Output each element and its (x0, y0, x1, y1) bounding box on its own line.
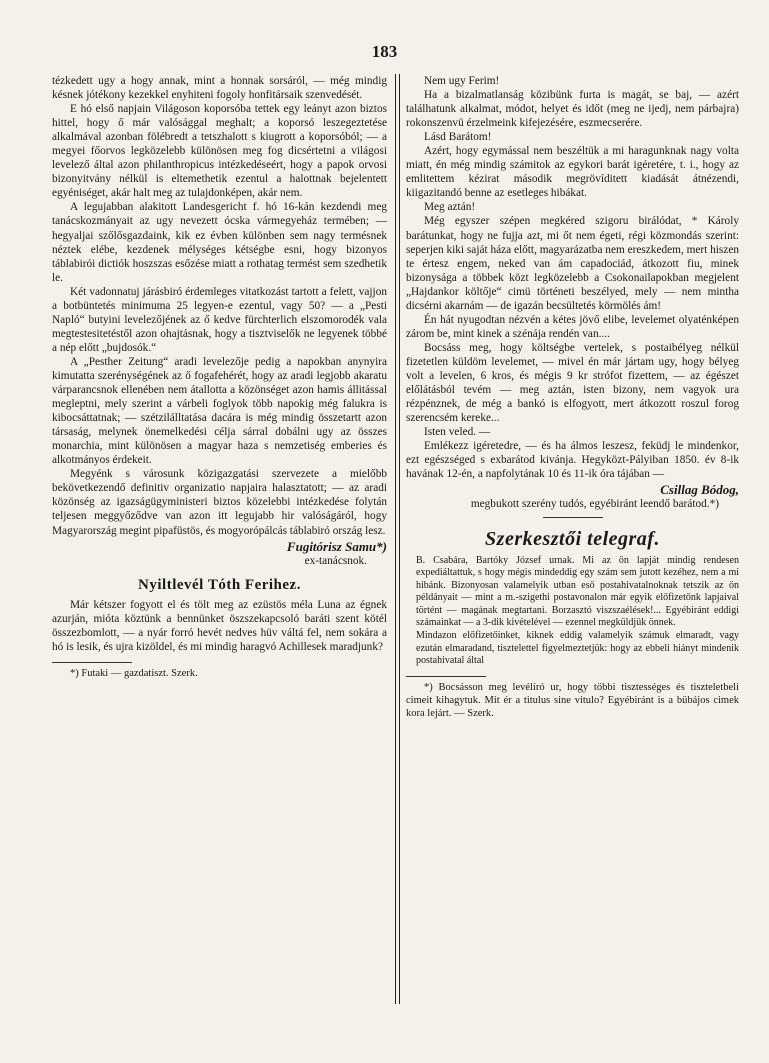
footnote: *) Futaki — gazdatiszt. Szerk. (70, 667, 198, 679)
paragraph: Bocsáss meg, hogy költségbe vertelek, s postaibélyeg nélkül fizetetlen küldöm levelemet, — mivel én már jártam ugy, hogy bélyeg volt a levelen, 6 kros, és mégis 9 kr strófot fizettem, — az égészet előlátásból tevém — meg aztán, isten bizony, nem vagyok ura rézpénznek, de még a bankó is elfogyott, mert átkozott roszul forog szerencsém kereke... (406, 341, 739, 425)
paragraph: Még egyszer szépen megkéred szigoru birálódat, * Károly barátunkat, hogy ne fujja azt, mi őt nem égeti, régi közmondás szerint: seperjen kiki saját háza előtt, magyarázatba nem ereszkedem, mert hiszen te értesz engem, neked van ám capadociád, átkozott fiu, minek bizonysága a többek közt legközelebb a Csokonailapokban megjelent „Hajdankor költője“ cimü történeti beszélyed, mely — nem mintha dicsérni akarnám — de igazán becsültetés körmölés ám! (406, 215, 739, 312)
section-rule (543, 517, 603, 518)
paragraph: Ha a bizalmatlanság közibünk furta is magát, se baj, — azért találhatunk alkalmat, módot, helyet és időt (meg ne ijedj, nem párbajra) rokonszenvü érzelmeink kifejezésére, eszmecserére. (406, 89, 739, 130)
paragraph: Azért, hogy egymással nem beszéltük a mi haragunknak nagy volta miatt, én még mindig számitok az egykori barát igéretére, t. i., hogy az emlitettem kézirat második megrövíditett kiadását átnézendi, kiigazitandó benne az esetleges hibákat. (406, 145, 739, 200)
paragraph: Én hát nyugodtan nézvén a kétes jövő elibe, levelemet olyaténképen zárom be, mint kinek a szénája rendén van.... (406, 313, 739, 340)
page-number: 183 (371, 42, 398, 61)
paragraph: A legujabban alakitott Landesgericht f. hó 16-kán kezdendi meg tanácskozmányait az ugy nevezett ócska vármegyeház termében; — hegyaljai szőlősgazdaink, kik ez évben különben sem nagy termésnek néztek elébe, kezdenek mélységes kétségbe esni, hogy bizonyos táblabirói dictiók hoszszas esőzése miatt a rothatag termést sem szedhetik le. (52, 201, 387, 284)
paragraph: Nem ugy Ferim! (424, 75, 500, 87)
telegraph-item: Mindazon előfizetőinket, kiknek eddig valamelyik számuk elmaradt, vagy ezután elmaradand, tisztelettel figyelmeztetjük: hogy az ebbeli hiányt mindenik postahivatal által (416, 630, 739, 667)
signature-title: megbukott szerény tudós, egyébiránt leendő barátod.*) (470, 498, 719, 511)
paragraph: Emlékezz igéretedre, — és ha álmos leszesz, feküdj le mindenkor, ezt egészséged s exbarátod kivánja. Hegyközt-Pályiban 1850. év 8-ik havának 12-én, a napfolytának 10 és 11-ik óra tájában — (406, 440, 739, 481)
section-heading: Nyiltlevél Tóth Ferihez. (138, 576, 301, 593)
paragraph: Megyénk s városunk közigazgatási szervezete a mielőbb bekövetkezendő definitiv organizatio napjaira halasztatott; — az aradi közönség az igazságügyministeri biztos közelebbi intézkedése folytán teljesen meggyőződve van azon itt legujabb hir valóságáról, hogy Magyarország megint pipafüstös, és mogyorópálcás táblabiró ország lesz. (52, 468, 387, 537)
paragraph: Meg aztán! (424, 201, 476, 214)
telegraph-item: B. Csabára, Bartóky József urnak. Mi az ön lapját mindig rendesen expediáltattuk, s hogy mégis mindeddig egy szám sem jutott kezéhez, nem a mi hibánk. Bizonyosan valamelyik utban eső postahivatalnoknak tetszik az ön példányait — mint a m.-szigethi postavonalon már egyik előfizetőnk lapjaival történt — magának megtartani. Borzasztó viszszaélések!... Egyébiránt eddigi számainkat — a 3-dik kivételével — ezennel megküldjük önnek. (416, 554, 739, 629)
section-heading: Szerkesztői telegraf. (485, 528, 660, 551)
paragraph: E hó első napjain Világoson koporsóba tettek egy leányt azon biztos hittel, hogy ő már valósággal meghalt; a koporsó leszegeztetése alkalmával azonban fölébredt a tetszhalott s kiugrott a koporsóból; — a megyei főorvos legközelebb különösen meg fog dicsértetni a világosi levelező által azon philanthropicus intézkedéseért, hogy a papok orvosi bizonyitvány nélkül is eltemethetik ezentul a halottnak bejelentett egyéniséget, akár halt meg az tulajdonképen, akár nem. (52, 103, 387, 200)
footnote-rule (406, 676, 486, 677)
right-column (406, 74, 739, 720)
column-divider (395, 74, 400, 1004)
signature-title: ex-tanácsnok. (304, 554, 367, 567)
paragraph: tézkedett ugy a hogy annak, mint a honnak sorsáról, — még mindig késnek jótékony kezekkel enyhiteni fogoly honfitársaik szenvedését. (52, 75, 387, 102)
signature: Fugitórisz Samu*) (286, 538, 387, 554)
paragraph: A „Pesther Zeitung“ aradi levelezője pedig a napokban anynyira kimutatta szerénységének az ő fogafehérét, hogy az aradi legjobb akaratu várparancsnok ellenében nem átallotta a közönséget azon hamis állitással megleptni, mely szerint a várbeli foglyok több napokig még falukra is kibocsáttatnak; — szétzilálltatása dacára is még mindig összetartt azon társaság, melynek önemelkedési célja sárral dobálni ugy az összes monarchia, mint különösen a magyar hazа s nemzetiség emberies és alkotmányos érdekeit. (52, 355, 387, 467)
left-column (52, 74, 387, 680)
paragraph: Két vadonnatuj járásbiró érdemleges vitatkozást tartott a felett, vajjon a botbüntetés minimuma 25 legyen-e ezentul, vagy 50? — a „Pesti Napló“ butyini levelezőjének az ő kedve fürchterlich elszomorodék vala megtestesitetéstől azon ohajtásnak, hogy a tisztviselők ne legyenek többé a nép előtt „bujdosók.“ (52, 285, 387, 354)
paragraph: Már kétszer fogyott el és tölt meg az ezüstös méla Luna az égnek azurján, mióta köztünk a bennünket öszszekapcsoló baráti szent kötél összezbomlott, — a nyár forró hevét nedves hüv váltá fel, nem sokára a hó is lesik, és ujra kizöldel, és mi mindig haragvó Achillesek maradjunk? (52, 598, 387, 653)
paragraph: Isten veled. — (424, 426, 491, 439)
signature: Csillag Bódog, (660, 482, 739, 498)
footnote-rule (52, 662, 132, 663)
footnote: *) Bocsásson meg levélíró ur, hogy többi tisztességes és tiszteletbeli cimeit kihagytuk. Mit ér a titulus sine vitulo? Egyébiránt is a bübájos cimek kora lejárt. — Szerk. (406, 681, 739, 719)
paragraph: Lásd Barátom! (424, 131, 492, 144)
